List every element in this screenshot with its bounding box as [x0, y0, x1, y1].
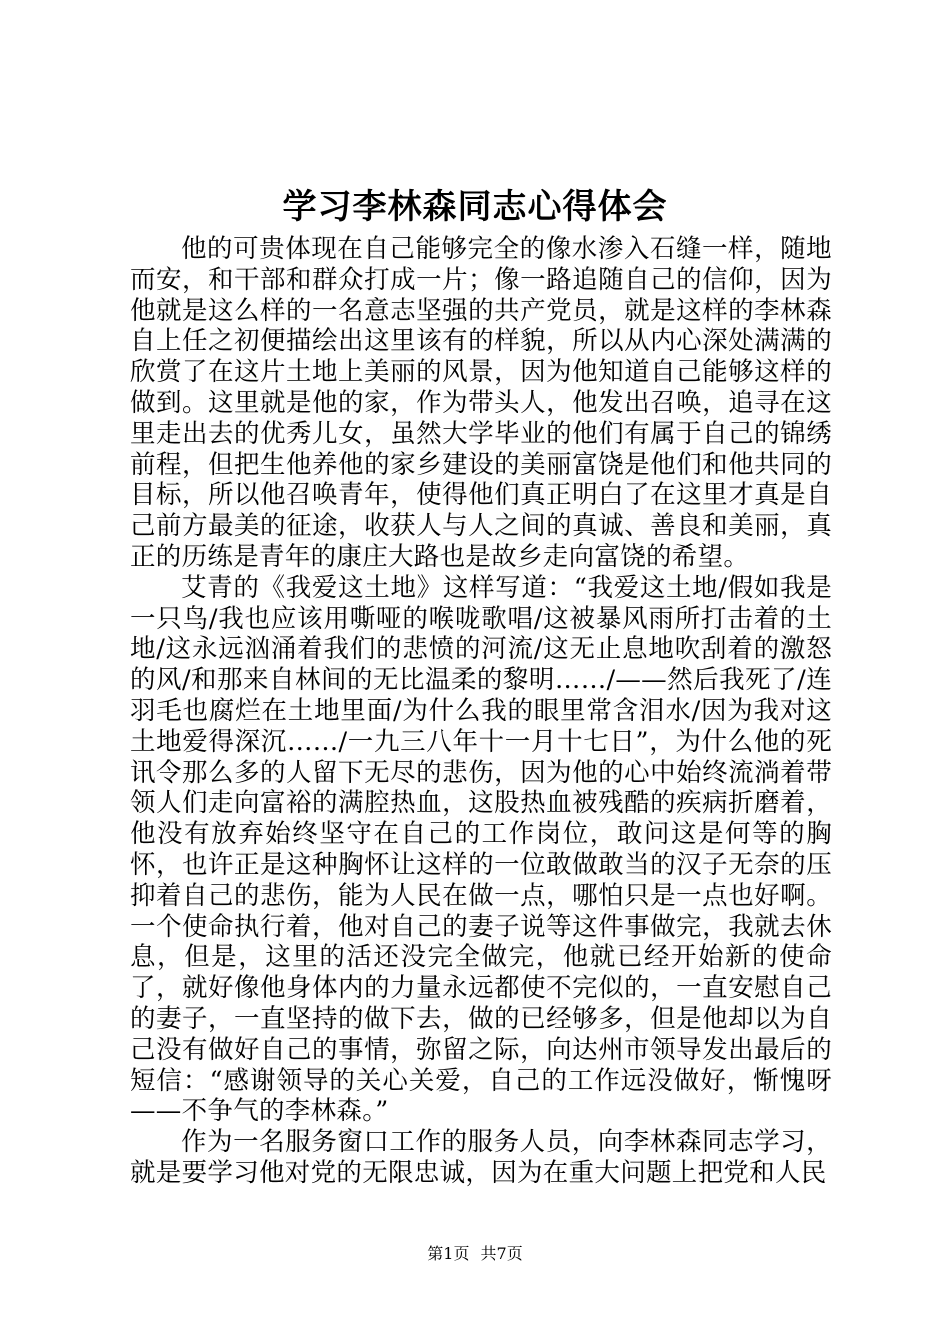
- page-footer: [0, 1243, 950, 1265]
- document-body: [130, 234, 832, 1189]
- paragraph: 艾青的《我爱这土地》这样写道：“我爱这土地/假如我是一只鸟/我也应该用嘶哑的喉咙歌唱/这被暴风雨所打击着的土地/这永远汹涌着我们的悲愤的河流/这无止息地吹刮着的激怒的风/和那来自林间的无比温柔的黎明……/——然后我死了/连羽毛也腐烂在土地里面/为什么我的眼里常含泪水/因为我对这土地爱得深沉……/一九三八年十一月十七日”，为什么他的死讯令那么多的人留下无尽的悲伤，因为他的心中始终流淌着带领人们走向富裕的满腔热血，这股热血被残酷的疾病折磨着，他没有放弃始终坚守在自己的工作岗位，敢问这是何等的胸怀，也许正是这种胸怀让这样的一位敢做敢当的汉子无奈的压抑着自己的悲伤，能为人民在做一点，哪怕只是一点也好啊。一个使命执行着，他对自己的妻子说等这件事做完，我就去休息，但是，这里的活还没完全做完，他就已经开始新的使命了，就好像他身体内的力量永远都使不完似的，一直安慰自己的妻子，一直坚持的做下去，做的已经够多，但是他却以为自己没有做好自己的事情，弥留之际，向达州市领导发出最后的短信：“感谢领导的关心关爱，自己的工作远没做好，惭愧呀——不争气的李林森。”: [130, 572, 832, 1127]
- paragraph: 他的可贵体现在自己能够完全的像水渗入石缝一样，随地而安，和干部和群众打成一片；像一路追随自己的信仰，因为他就是这么样的一名意志坚强的共产党员，就是这样的李林森自上任之初便描绘出这里该有的样貌，所以从内心深处满满的欣赏了在这片土地上美丽的风景，因为他知道自己能够这样的做到。这里就是他的家，作为带头人，他发出召唤，追寻在这里走出去的优秀儿女，虽然大学毕业的他们有属于自己的锦绣前程，但把生他养他的家乡建设的美丽富饶是他们和他共同的目标，所以他召唤青年，使得他们真正明白了在这里才真是自己前方最美的征途，收获人与人之间的真诚、善良和美丽，真正的历练是青年的康庄大路也是故乡走向富饶的希望。: [130, 234, 832, 572]
- document-title: 学习李林森同志心得体会: [282, 187, 668, 227]
- page-total: 共7页: [480, 1244, 523, 1263]
- paragraph: 作为一名服务窗口工作的服务人员，向李林森同志学习，就是要学习他对党的无限忠诚，因为在重大问题上把党和人民: [130, 1127, 832, 1188]
- page-number: 第1页: [427, 1244, 470, 1263]
